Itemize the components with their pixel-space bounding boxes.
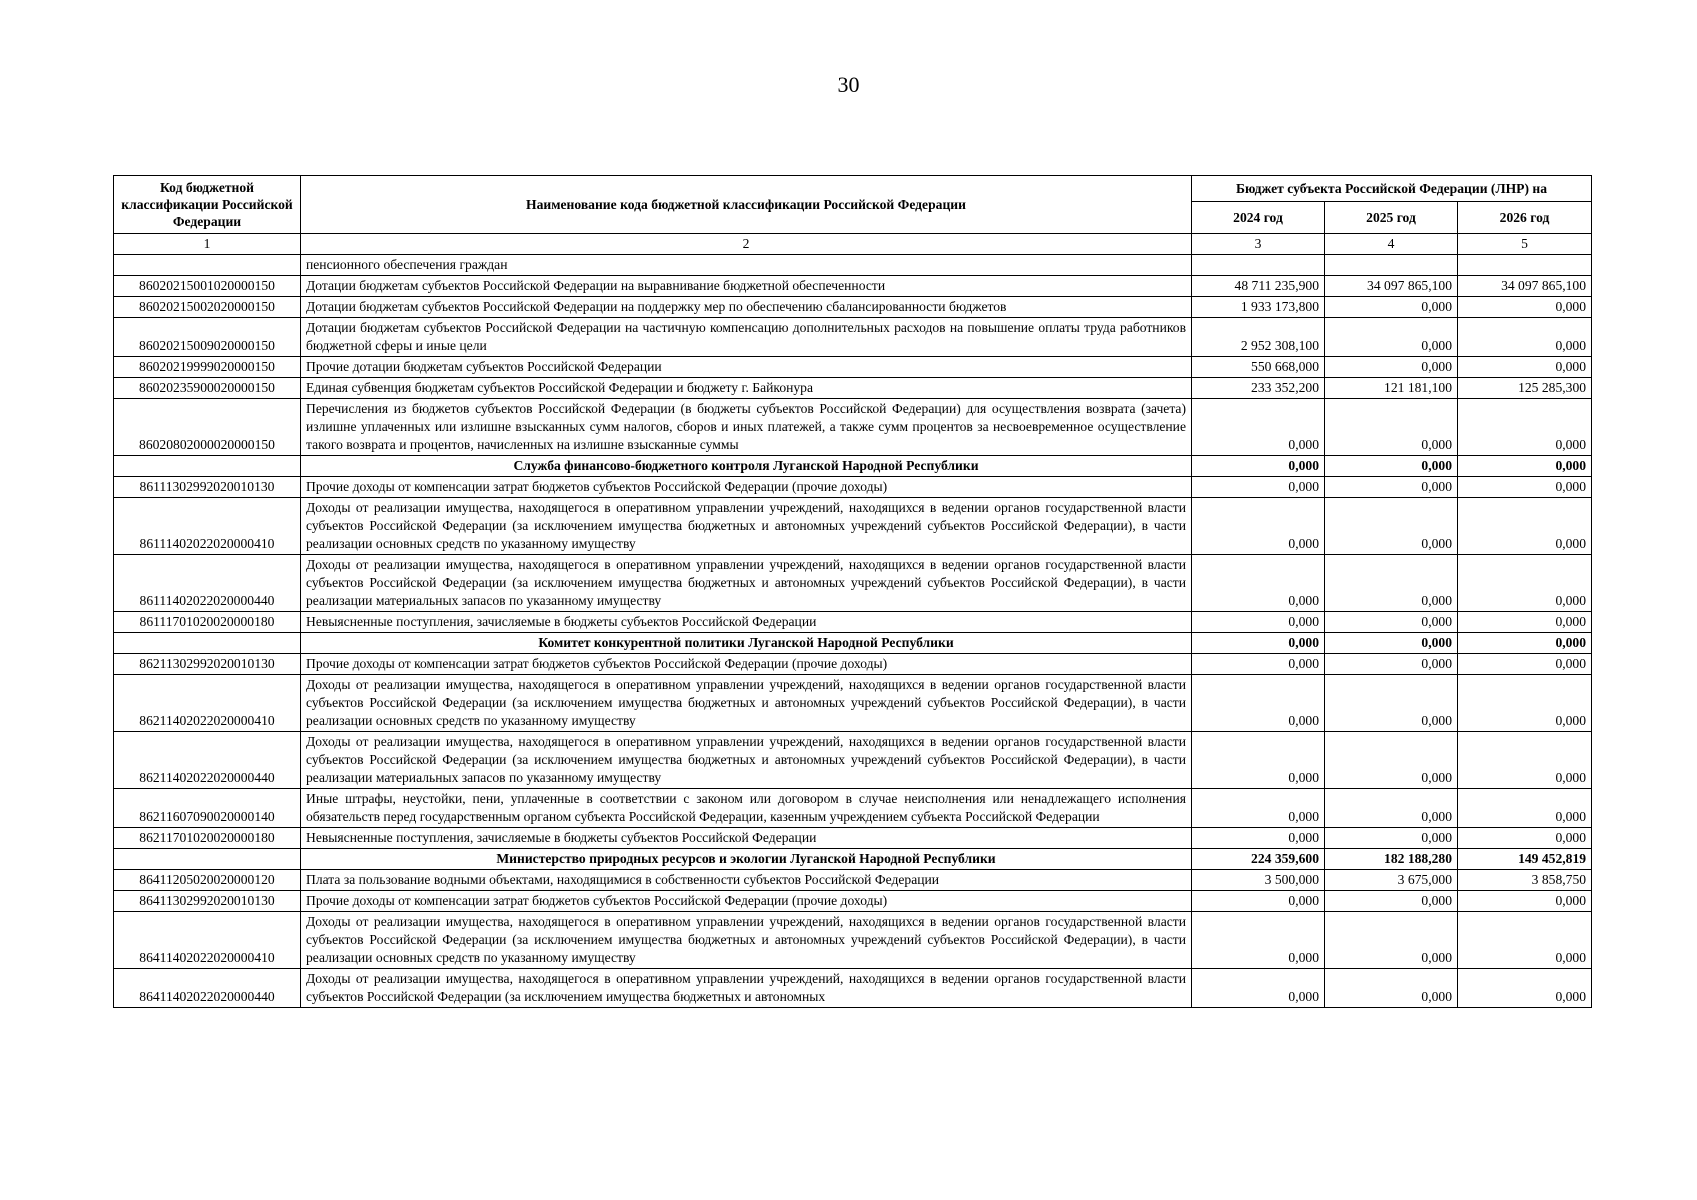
value-2024-cell: 0,000 xyxy=(1192,477,1325,498)
value-2026-cell: 0,000 xyxy=(1458,912,1592,969)
name-cell: Прочие доходы от компенсации затрат бюджетов субъектов Российской Федерации (прочие доходы) xyxy=(301,891,1192,912)
code-cell: 86411302992020010130 xyxy=(114,891,301,912)
value-2025-cell: 182 188,280 xyxy=(1325,849,1458,870)
name-cell: Доходы от реализации имущества, находящегося в оперативном управлении учреждений, находящихся в ведении органов государственной власти субъектов Российской Федерации (за исключением имущества бюджетных и автономных учреждений субъектов Российской Федерации), в части реализации основных средств по указанному имуществу xyxy=(301,912,1192,969)
name-cell: Дотации бюджетам субъектов Российской Федерации на выравнивание бюджетной обеспеченности xyxy=(301,276,1192,297)
header-name: Наименование кода бюджетной классификации Российской Федерации xyxy=(301,176,1192,234)
name-cell: Плата за пользование водными объектами, находящимися в собственности субъектов Российской Федерации xyxy=(301,870,1192,891)
value-2024-cell: 3 500,000 xyxy=(1192,870,1325,891)
section-row xyxy=(114,456,1592,477)
code-cell: 86020215002020000150 xyxy=(114,297,301,318)
name-cell: Доходы от реализации имущества, находящегося в оперативном управлении учреждений, находящихся в ведении органов государственной власти субъектов Российской Федерации (за исключением имущества бюджетных и автономных учреждений субъектов Российской Федерации), в части реализации основных средств по указанному имуществу xyxy=(301,498,1192,555)
name-cell: Комитет конкурентной политики Луганской Народной Республики xyxy=(301,633,1192,654)
code-cell xyxy=(114,849,301,870)
value-2025-cell: 0,000 xyxy=(1325,891,1458,912)
value-2024-cell: 550 668,000 xyxy=(1192,357,1325,378)
table-row xyxy=(114,654,1592,675)
name-cell: Прочие доходы от компенсации затрат бюджетов субъектов Российской Федерации (прочие доходы) xyxy=(301,654,1192,675)
table-row xyxy=(114,912,1592,969)
value-2024-cell: 1 933 173,800 xyxy=(1192,297,1325,318)
name-cell: Доходы от реализации имущества, находящегося в оперативном управлении учреждений, находящихся в ведении органов государственной власти субъектов Российской Федерации (за исключением имущества бюджетных и автономных учреждений субъектов Российской Федерации), в части реализации материальных запасов по указанному имуществу xyxy=(301,555,1192,612)
value-2026-cell: 0,000 xyxy=(1458,828,1592,849)
value-2024-cell: 0,000 xyxy=(1192,828,1325,849)
value-2026-cell: 0,000 xyxy=(1458,789,1592,828)
name-cell: Доходы от реализации имущества, находящегося в оперативном управлении учреждений, находящихся в ведении органов государственной власти субъектов Российской Федерации (за исключением имущества бюджетных и автономных учреждений субъектов Российской Федерации), в части реализации основных средств по указанному имуществу xyxy=(301,675,1192,732)
value-2024-cell: 0,000 xyxy=(1192,732,1325,789)
column-number: 3 xyxy=(1192,234,1325,255)
value-2026-cell: 125 285,300 xyxy=(1458,378,1592,399)
value-2024-cell: 0,000 xyxy=(1192,456,1325,477)
value-2025-cell: 0,000 xyxy=(1325,498,1458,555)
value-2024-cell: 0,000 xyxy=(1192,633,1325,654)
value-2024-cell: 0,000 xyxy=(1192,654,1325,675)
table-body xyxy=(114,255,1592,1008)
name-cell: Служба финансово-бюджетного контроля Луганской Народной Республики xyxy=(301,456,1192,477)
header-year-2026: 2026 год xyxy=(1458,202,1592,234)
name-cell: Дотации бюджетам субъектов Российской Федерации на частичную компенсацию дополнительных расходов на повышение оплаты труда работников бюджетной сферы и иные цели xyxy=(301,318,1192,357)
table-row xyxy=(114,789,1592,828)
value-2025-cell: 0,000 xyxy=(1325,318,1458,357)
value-2025-cell: 0,000 xyxy=(1325,357,1458,378)
value-2026-cell: 3 858,750 xyxy=(1458,870,1592,891)
value-2024-cell: 0,000 xyxy=(1192,555,1325,612)
column-number: 1 xyxy=(114,234,301,255)
section-row xyxy=(114,633,1592,654)
value-2024-cell: 0,000 xyxy=(1192,399,1325,456)
value-2025-cell: 34 097 865,100 xyxy=(1325,276,1458,297)
value-2024-cell: 0,000 xyxy=(1192,612,1325,633)
value-2025-cell: 0,000 xyxy=(1325,654,1458,675)
value-2026-cell: 34 097 865,100 xyxy=(1458,276,1592,297)
value-2026-cell: 0,000 xyxy=(1458,297,1592,318)
page-number: 30 xyxy=(837,72,860,97)
name-cell: Иные штрафы, неустойки, пени, уплаченные в соответствии с законом или договором в случае неисполнения или ненадлежащего исполнения обязательств перед государственным органом субъекта Российской Федерации, казенным учреждением субъекта Российской Федерации xyxy=(301,789,1192,828)
table-row xyxy=(114,498,1592,555)
value-2025-cell: 0,000 xyxy=(1325,477,1458,498)
table-row xyxy=(114,399,1592,456)
code-cell: 86020215001020000150 xyxy=(114,276,301,297)
value-2024-cell: 224 359,600 xyxy=(1192,849,1325,870)
code-cell: 86411402022020000410 xyxy=(114,912,301,969)
value-2026-cell: 0,000 xyxy=(1458,633,1592,654)
table-row xyxy=(114,612,1592,633)
value-2026-cell: 0,000 xyxy=(1458,498,1592,555)
column-number-row xyxy=(114,234,1592,255)
value-2024-cell: 0,000 xyxy=(1192,969,1325,1008)
table-row xyxy=(114,891,1592,912)
value-2026-cell: 0,000 xyxy=(1458,555,1592,612)
value-2026-cell: 0,000 xyxy=(1458,456,1592,477)
column-number: 2 xyxy=(301,234,1192,255)
value-2026-cell: 0,000 xyxy=(1458,399,1592,456)
value-2026-cell xyxy=(1458,255,1592,276)
code-cell: 86111701020020000180 xyxy=(114,612,301,633)
value-2025-cell: 0,000 xyxy=(1325,555,1458,612)
code-cell xyxy=(114,456,301,477)
name-cell: Единая субвенция бюджетам субъектов Российской Федерации и бюджету г. Байконура xyxy=(301,378,1192,399)
header-year-2024: 2024 год xyxy=(1192,202,1325,234)
code-cell xyxy=(114,633,301,654)
name-cell: пенсионного обеспечения граждан xyxy=(301,255,1192,276)
code-cell: 86020215009020000150 xyxy=(114,318,301,357)
header-year-2025: 2025 год xyxy=(1325,202,1458,234)
code-cell: 86411205020020000120 xyxy=(114,870,301,891)
value-2025-cell: 0,000 xyxy=(1325,633,1458,654)
code-cell xyxy=(114,255,301,276)
table-row xyxy=(114,969,1592,1008)
name-cell: Перечисления из бюджетов субъектов Российской Федерации (в бюджеты субъектов Российской Федерации) для осуществления возврата (зачета) излишне уплаченных или излишне взысканных сумм налогов, сборов и иных платежей, а также сумм процентов за несвоевременное осуществление такого возврата и процентов, начисленных на излишне взысканные суммы xyxy=(301,399,1192,456)
header-budget-group: Бюджет субъекта Российской Федерации (ЛНР) на xyxy=(1192,176,1592,202)
table-row xyxy=(114,732,1592,789)
table-row xyxy=(114,297,1592,318)
code-cell: 86111402022020000440 xyxy=(114,555,301,612)
code-cell: 86020219999020000150 xyxy=(114,357,301,378)
value-2024-cell: 0,000 xyxy=(1192,891,1325,912)
budget-table xyxy=(113,175,1592,1008)
value-2026-cell: 0,000 xyxy=(1458,969,1592,1008)
code-cell: 86111302992020010130 xyxy=(114,477,301,498)
value-2026-cell: 0,000 xyxy=(1458,612,1592,633)
table-row xyxy=(114,675,1592,732)
table-row xyxy=(114,828,1592,849)
code-cell: 86411402022020000440 xyxy=(114,969,301,1008)
table-row xyxy=(114,255,1592,276)
value-2024-cell: 0,000 xyxy=(1192,675,1325,732)
section-row xyxy=(114,849,1592,870)
code-cell: 86020802000020000150 xyxy=(114,399,301,456)
code-cell: 86020235900020000150 xyxy=(114,378,301,399)
code-cell: 86211607090020000140 xyxy=(114,789,301,828)
value-2026-cell: 0,000 xyxy=(1458,654,1592,675)
value-2024-cell xyxy=(1192,255,1325,276)
value-2026-cell: 0,000 xyxy=(1458,477,1592,498)
column-number: 5 xyxy=(1458,234,1592,255)
value-2025-cell: 0,000 xyxy=(1325,789,1458,828)
table-row xyxy=(114,870,1592,891)
value-2024-cell: 0,000 xyxy=(1192,912,1325,969)
table-row xyxy=(114,318,1592,357)
header-code: Код бюджетной классификации Российской Федерации xyxy=(114,176,301,234)
value-2024-cell: 0,000 xyxy=(1192,789,1325,828)
code-cell: 86211402022020000410 xyxy=(114,675,301,732)
value-2025-cell: 3 675,000 xyxy=(1325,870,1458,891)
value-2026-cell: 0,000 xyxy=(1458,675,1592,732)
name-cell: Доходы от реализации имущества, находящегося в оперативном управлении учреждений, находящихся в ведении органов государственной власти субъектов Российской Федерации (за исключением имущества бюджетных и автономных xyxy=(301,969,1192,1008)
value-2026-cell: 0,000 xyxy=(1458,357,1592,378)
value-2025-cell: 0,000 xyxy=(1325,675,1458,732)
value-2024-cell: 233 352,200 xyxy=(1192,378,1325,399)
code-cell: 86211402022020000440 xyxy=(114,732,301,789)
value-2025-cell: 121 181,100 xyxy=(1325,378,1458,399)
value-2025-cell: 0,000 xyxy=(1325,912,1458,969)
value-2024-cell: 2 952 308,100 xyxy=(1192,318,1325,357)
name-cell: Невыясненные поступления, зачисляемые в бюджеты субъектов Российской Федерации xyxy=(301,612,1192,633)
name-cell: Прочие доходы от компенсации затрат бюджетов субъектов Российской Федерации (прочие доходы) xyxy=(301,477,1192,498)
value-2025-cell: 0,000 xyxy=(1325,612,1458,633)
code-cell: 86111402022020000410 xyxy=(114,498,301,555)
value-2025-cell: 0,000 xyxy=(1325,399,1458,456)
name-cell: Прочие дотации бюджетам субъектов Российской Федерации xyxy=(301,357,1192,378)
name-cell: Дотации бюджетам субъектов Российской Федерации на поддержку мер по обеспечению сбалансированности бюджетов xyxy=(301,297,1192,318)
value-2025-cell: 0,000 xyxy=(1325,732,1458,789)
table-row xyxy=(114,555,1592,612)
name-cell: Доходы от реализации имущества, находящегося в оперативном управлении учреждений, находящихся в ведении органов государственной власти субъектов Российской Федерации (за исключением имущества бюджетных и автономных учреждений субъектов Российской Федерации), в части реализации материальных запасов по указанному имуществу xyxy=(301,732,1192,789)
table-row xyxy=(114,477,1592,498)
value-2025-cell xyxy=(1325,255,1458,276)
name-cell: Невыясненные поступления, зачисляемые в бюджеты субъектов Российской Федерации xyxy=(301,828,1192,849)
value-2025-cell: 0,000 xyxy=(1325,828,1458,849)
table-row xyxy=(114,276,1592,297)
value-2025-cell: 0,000 xyxy=(1325,969,1458,1008)
code-cell: 86211302992020010130 xyxy=(114,654,301,675)
value-2026-cell: 0,000 xyxy=(1458,891,1592,912)
value-2026-cell: 149 452,819 xyxy=(1458,849,1592,870)
table-header xyxy=(114,176,1592,255)
value-2025-cell: 0,000 xyxy=(1325,456,1458,477)
column-number: 4 xyxy=(1325,234,1458,255)
value-2026-cell: 0,000 xyxy=(1458,732,1592,789)
table-row xyxy=(114,357,1592,378)
value-2024-cell: 48 711 235,900 xyxy=(1192,276,1325,297)
value-2026-cell: 0,000 xyxy=(1458,318,1592,357)
table-row xyxy=(114,378,1592,399)
name-cell: Министерство природных ресурсов и экологии Луганской Народной Республики xyxy=(301,849,1192,870)
value-2025-cell: 0,000 xyxy=(1325,297,1458,318)
value-2024-cell: 0,000 xyxy=(1192,498,1325,555)
code-cell: 86211701020020000180 xyxy=(114,828,301,849)
